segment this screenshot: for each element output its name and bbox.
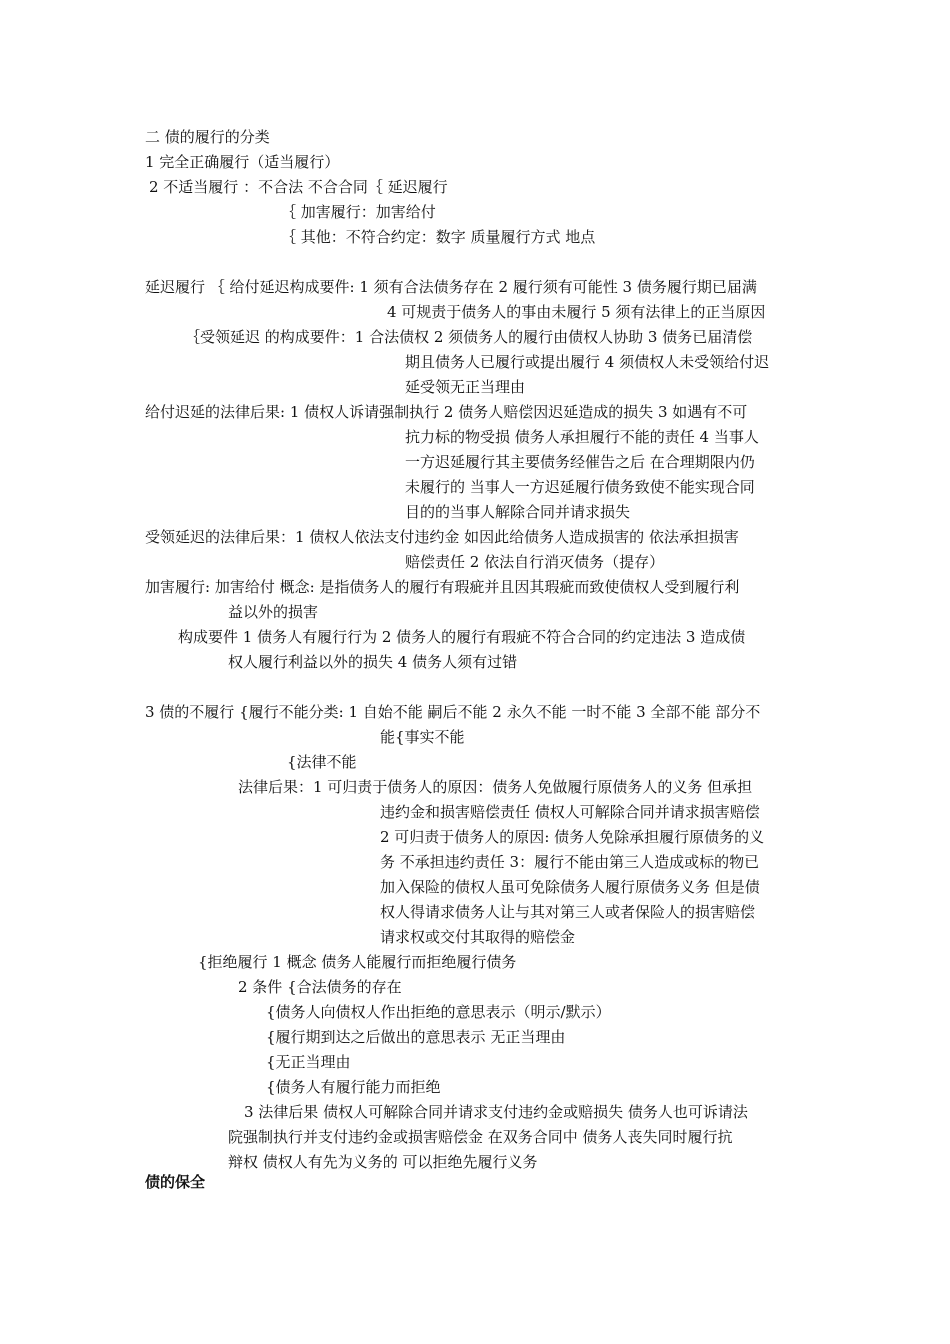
section-heading-bold: 债的保全 <box>145 1173 206 1191</box>
text-line: 辩权 债权人有先为义务的 可以拒绝先履行义务 <box>228 1153 538 1171</box>
text-line: 给付迟延的法律后果: 1 债权人诉请强制执行 2 债务人赔偿因迟延造成的损失 3 如遇有不可 <box>145 403 748 421</box>
text-line: 未履行的 当事人一方迟延履行债务致使不能实现合同 <box>405 478 755 496</box>
text-line: 违约金和损害赔偿责任 债权人可解除合同并请求损害赔偿 <box>380 803 760 821</box>
text-line: 务 不承担违约责任 3：履行不能由第三人造成或标的物已 <box>380 853 760 871</box>
text-line: ｛ 加害履行：加害给付 <box>281 203 436 221</box>
text-line: 目的的当事人解除合同并请求损失 <box>405 503 631 521</box>
text-line: 权人履行利益以外的损失 4 债务人须有过错 <box>228 653 518 671</box>
text-line: 延受领无正当理由 <box>405 378 526 396</box>
text-line: ｛ 其他：不符合约定：数字 质量履行方式 地点 <box>281 228 596 246</box>
text-line: 延迟履行 ｛ 给付延迟构成要件: 1 须有合法债务存在 2 履行须有可能性 3 债务履行期已届满 <box>145 278 757 296</box>
text-line: 益以外的损害 <box>228 603 319 621</box>
text-line: 法律后果：1 可归责于债务人的原因：债务人免做履行原债务人的义务 但承担 <box>238 778 753 796</box>
text-line: 2 条件 {合法债务的存在 <box>238 978 402 996</box>
text-line: {债务人有履行能力而拒绝 <box>266 1078 441 1096</box>
text-line: 赔偿责任 2 依法自行消灭债务（提存） <box>405 553 665 571</box>
text-line: 2 可归责于债务人的原因: 债务人免除承担履行原债务的义 <box>380 828 765 846</box>
text-line: 期且债务人已履行或提出履行 4 须债权人未受领给付迟 <box>405 353 770 371</box>
text-line: 院强制执行并支付违约金或损害赔偿金 在双务合同中 债务人丧失同时履行抗 <box>228 1128 733 1146</box>
text-line: ｛受领延迟 的构成要件：1 合法债权 2 须债务人的履行由债权人协助 3 债务已届清偿 <box>185 328 753 346</box>
text-line: {无正当理由 <box>266 1053 351 1071</box>
text-line: 3 债的不履行 {履行不能分类: 1 自始不能 嗣后不能 2 永久不能 一时不能 3 全部不能 部分不 <box>145 703 761 721</box>
text-line: {法律不能 <box>287 753 357 771</box>
text-line: 构成要件 1 债务人有履行行为 2 债务人的履行有瑕疵不符合合同的约定违法 3 造成债 <box>178 628 746 646</box>
text-line: 4 可规责于债务人的事由未履行 5 须有法律上的正当原因 <box>387 303 766 321</box>
text-line: 受领延迟的法律后果：1 债权人依法支付违约金 如因此给债务人造成损害的 依法承担损害 <box>145 528 739 546</box>
text-line: 请求权或交付其取得的赔偿金 <box>380 928 576 946</box>
text-line: 加害履行: 加害给付 概念: 是指债务人的履行有瑕疵并且因其瑕疵而致使债权人受到履行利 <box>145 578 740 596</box>
text-line: {债务人向债权人作出拒绝的意思表示（明示/默示） <box>266 1003 611 1021</box>
text-line: {履行期到达之后做出的意思表示 无正当理由 <box>266 1028 566 1046</box>
text-line: 权人得请求债务人让与其对第三人或者保险人的损害赔偿 <box>380 903 756 921</box>
text-line: {拒绝履行 1 概念 债务人能履行而拒绝履行债务 <box>198 953 517 971</box>
text-line: 能{事实不能 <box>380 728 465 746</box>
text-line: 加入保险的债权人虽可免除债务人履行原债务义务 但是债 <box>380 878 760 896</box>
text-line: 2 不适当履行 ：不合法 不合合同｛ 延迟履行 <box>149 178 448 196</box>
text-line: 一方迟延履行其主要债务经催告之后 在合理期限内仍 <box>405 453 755 471</box>
text-line: 3 法律后果 债权人可解除合同并请求支付违约金或赔损失 债务人也可诉请法 <box>244 1103 748 1121</box>
text-line: 抗力标的物受损 债务人承担履行不能的责任 4 当事人 <box>405 428 759 446</box>
text-line: 1 完全正确履行（适当履行） <box>145 153 340 171</box>
section-heading: 二 债的履行的分类 <box>145 128 270 146</box>
